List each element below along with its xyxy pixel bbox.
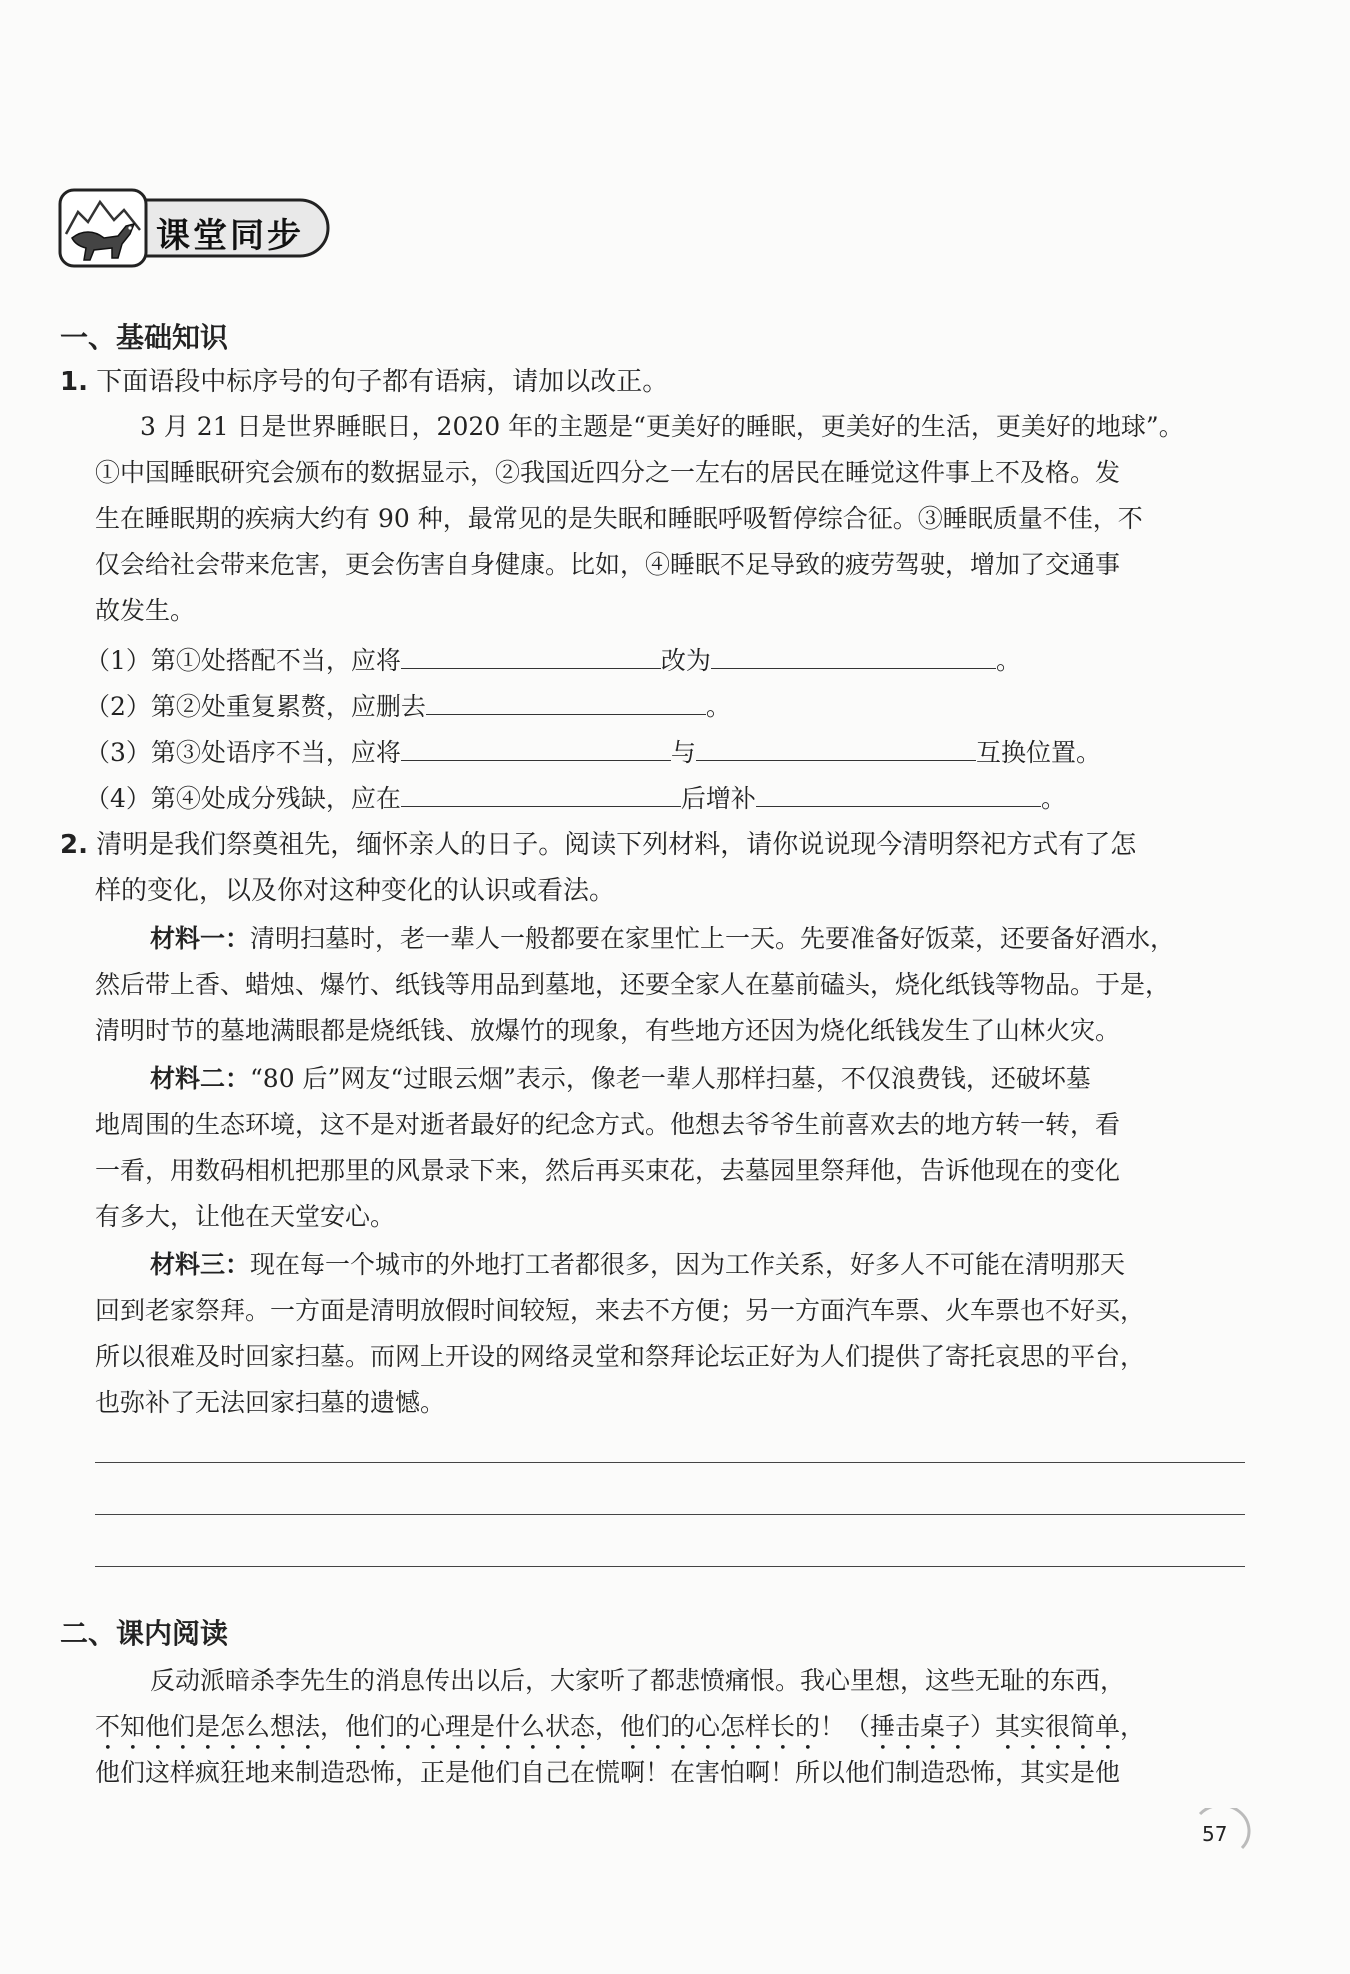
answer-line[interactable] bbox=[95, 1462, 1245, 1463]
q1-passage-line: 3 月 21 日是世界睡眠日，2020 年的主题是“更美好的睡眠，更美好的生活，更美好的地球”。 bbox=[140, 412, 1184, 441]
reading-line: 不知他们是怎么想法，他们的心理是什么状态，他们的心怎样长的！（捶击桌子）其实很简单， bbox=[95, 1712, 1146, 1741]
item-text: 第③处语序不当，应将 bbox=[150, 738, 401, 767]
answer-line[interactable] bbox=[95, 1514, 1245, 1515]
answer-blank[interactable] bbox=[756, 782, 1041, 807]
item-text: 与 bbox=[670, 738, 696, 767]
section2-title: 二、课内阅读 bbox=[60, 1617, 229, 1650]
material-2-line: 一看，用数码相机把那里的风景录下来，然后再买束花，去墓园里祭拜他，告诉他现在的变化 bbox=[95, 1156, 1121, 1185]
q1-passage-line: 仅会给社会带来危害，更会伤害自身健康。比如，④睡眠不足导致的疲劳驾驶，增加了交通事 bbox=[95, 550, 1121, 579]
q1-item-3 bbox=[85, 736, 1101, 768]
material-2-line: 有多大，让他在天堂安心。 bbox=[95, 1202, 396, 1231]
item-number: （3） bbox=[85, 738, 151, 767]
material-3-line: 回到老家祭拜。一方面是清明放假时间较短，来去不方便；另一方面汽车票、火车票也不好买， bbox=[95, 1296, 1146, 1325]
q1-passage-line: 生在睡眠期的疾病大约有 90 种，最常见的是失眠和睡眠呼吸暂停综合征。③睡眠质量不佳，不 bbox=[95, 504, 1143, 533]
question-2-line-2: 样的变化，以及你对这种变化的认识或看法。 bbox=[95, 876, 616, 906]
question-2-number: 2. bbox=[60, 830, 88, 860]
item-text: 。 bbox=[995, 646, 1021, 675]
answer-blank[interactable] bbox=[426, 690, 706, 715]
material-1-label: 材料一： bbox=[150, 924, 251, 953]
item-number: （1） bbox=[85, 646, 151, 675]
item-text: 。 bbox=[705, 692, 731, 721]
badge-label: 课堂同步 bbox=[156, 216, 304, 256]
answer-blank[interactable] bbox=[401, 644, 661, 669]
material-text: “80 后”网友“过眼云烟”表示，像老一辈人那样扫墓，不仅浪费钱，还破坏墓 bbox=[250, 1064, 1091, 1093]
question-1-prompt: 下面语段中标序号的句子都有语病，请加以改正。 bbox=[96, 367, 669, 397]
material-2-line: 地周围的生态环境，这不是对逝者最好的纪念方式。他想去爷爷生前喜欢去的地方转一转，看 bbox=[95, 1110, 1121, 1139]
q1-item-1 bbox=[85, 644, 1021, 676]
reading-line: 反动派暗杀李先生的消息传出以后，大家听了都悲愤痛恨。我心里想，这些无耻的东西， bbox=[150, 1666, 1126, 1695]
answer-line[interactable] bbox=[95, 1566, 1245, 1567]
material-3-line: 所以很难及时回家扫墓。而网上开设的网络灵堂和祭拜论坛正好为人们提供了寄托哀思的平台， bbox=[95, 1342, 1146, 1371]
question-2-prompt: 清明是我们祭奠祖先，缅怀亲人的日子。阅读下列材料，请你说说现今清明祭祀方式有了怎 bbox=[96, 830, 1137, 860]
material-1-line: 清明时节的墓地满眼都是烧纸钱、放爆竹的现象，有些地方还因为烧化纸钱发生了山林火灾。 bbox=[95, 1016, 1121, 1045]
q1-item-4 bbox=[85, 782, 1066, 814]
item-text: 后增补 bbox=[680, 784, 756, 813]
material-2-line bbox=[150, 1064, 1091, 1094]
question-2-line-1 bbox=[60, 830, 1136, 860]
page-number: 57 bbox=[1202, 1822, 1228, 1846]
q1-passage-line: 故发生。 bbox=[95, 596, 196, 625]
q1-passage-line: ①中国睡眠研究会颁布的数据显示，②我国近四分之一左右的居民在睡觉这件事上不及格。发 bbox=[95, 458, 1121, 487]
section-badge bbox=[58, 188, 338, 268]
answer-blank[interactable] bbox=[401, 736, 671, 761]
section1-title: 一、基础知识 bbox=[60, 321, 229, 354]
item-text: 第②处重复累赘，应删去 bbox=[150, 692, 426, 721]
question-1 bbox=[60, 362, 1250, 402]
item-text: 第①处搭配不当，应将 bbox=[150, 646, 401, 675]
item-text: 改为 bbox=[660, 646, 711, 675]
answer-blank[interactable] bbox=[711, 644, 996, 669]
material-1-line: 然后带上香、蜡烛、爆竹、纸钱等用品到墓地，还要全家人在墓前磕头，烧化纸钱等物品。于是， bbox=[95, 970, 1171, 999]
material-1-line bbox=[150, 924, 1175, 954]
item-text: 。 bbox=[1040, 784, 1066, 813]
answer-blank[interactable] bbox=[401, 782, 681, 807]
dinosaur-mountain-icon bbox=[64, 194, 142, 262]
item-number: （2） bbox=[85, 692, 151, 721]
material-text: 清明扫墓时，老一辈人一般都要在家里忙上一天。先要准备好饭菜，还要备好酒水， bbox=[250, 924, 1176, 953]
answer-blank[interactable] bbox=[696, 736, 976, 761]
item-text: 第④处成分残缺，应在 bbox=[150, 784, 401, 813]
item-number: （4） bbox=[85, 784, 151, 813]
question-1-number: 1. bbox=[60, 367, 88, 397]
material-2-label: 材料二： bbox=[150, 1064, 251, 1093]
item-text: 互换位置。 bbox=[975, 738, 1101, 767]
reading-line: 他们这样疯狂地来制造恐怖，正是他们自己在慌啊！在害怕啊！所以他们制造恐怖，其实是他 bbox=[95, 1758, 1121, 1787]
material-3-line bbox=[150, 1250, 1125, 1280]
material-3-line: 也弥补了无法回家扫墓的遗憾。 bbox=[95, 1388, 446, 1417]
q1-item-2 bbox=[85, 690, 731, 722]
material-text: 现在每一个城市的外地打工者都很多，因为工作关系，好多人不可能在清明那天 bbox=[250, 1250, 1126, 1279]
material-3-label: 材料三： bbox=[150, 1250, 251, 1279]
